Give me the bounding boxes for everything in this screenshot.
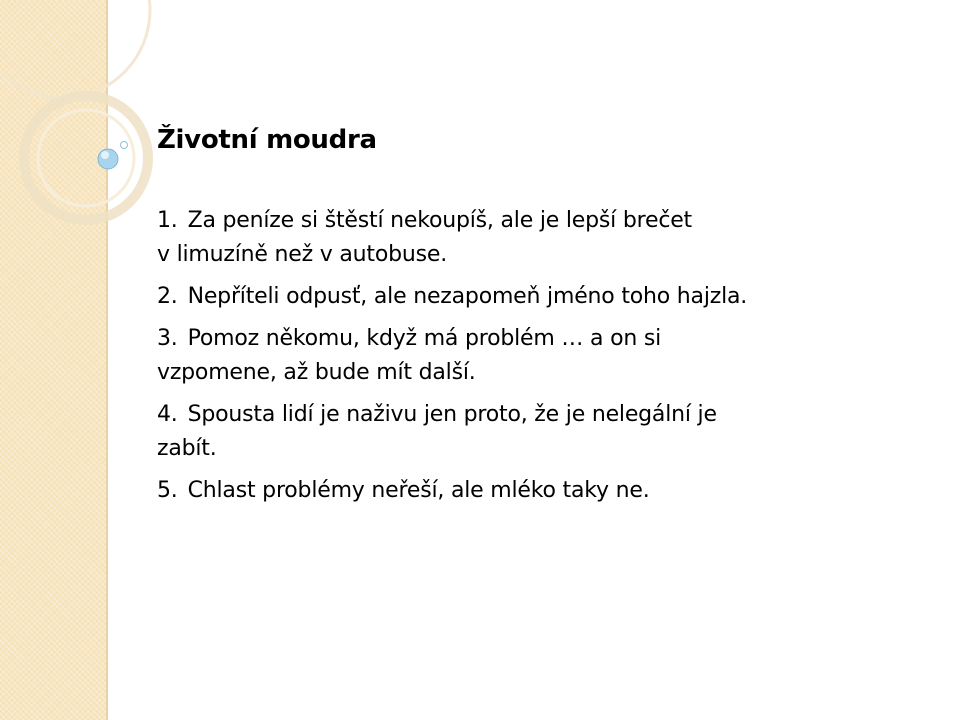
list-item-text: Za peníze si štěstí nekoupíš, ale je lepší brečet <box>187 208 692 233</box>
list-item-number: 3. <box>157 326 178 351</box>
list-item <box>157 398 857 466</box>
decorative-rings-graphic <box>0 0 140 260</box>
list-item <box>157 204 857 272</box>
list-item <box>157 474 857 508</box>
list-item-text: Pomoz někomu, když má problém … a on si <box>187 326 662 351</box>
list-item-number: 2. <box>157 284 178 309</box>
wisdom-list <box>157 204 857 508</box>
small-bubble-icon <box>121 142 128 149</box>
slide-content <box>157 118 857 516</box>
list-item <box>157 322 857 390</box>
bubble-highlight <box>101 151 109 159</box>
list-item-number: 4. <box>157 402 178 427</box>
slide-title: Životní moudra <box>157 125 377 155</box>
list-item-text: Nepříteli odpusť, ale nezapomeň jméno toho hajzla. <box>187 284 748 309</box>
list-item-text: Chlast problémy neřeší, ale mléko taky ne. <box>187 478 650 503</box>
list-item-text-continued: vzpomene, až bude mít další. <box>157 360 476 385</box>
list-item <box>157 280 857 314</box>
list-item-number: 5. <box>157 478 178 503</box>
list-item-number: 1. <box>157 208 178 233</box>
inner-ring-decoration <box>38 110 134 206</box>
large-ring-decoration <box>0 0 150 98</box>
list-item-text: Spousta lidí je naživu jen proto, že je nelegální je <box>187 402 717 427</box>
list-item-text-continued: v limuzíně než v autobuse. <box>157 242 447 267</box>
bubble-icon <box>98 149 118 169</box>
list-item-text-continued: zabít. <box>157 436 217 461</box>
middle-ring-decoration <box>24 96 148 220</box>
